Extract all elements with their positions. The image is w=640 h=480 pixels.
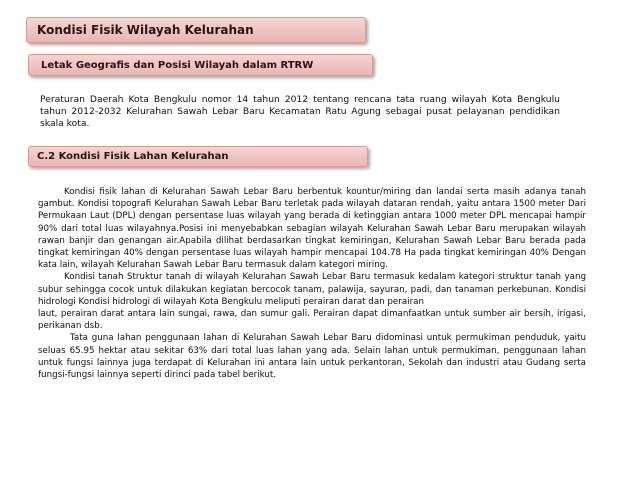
subsection-title: Letak Geografis dan Posisi Wilayah dalam RTRW xyxy=(41,59,314,71)
subsection-title: C.2 Kondisi Fisik Lahan Kelurahan xyxy=(37,151,229,162)
body-paragraph: Kondisi fisik lahan di Kelurahan Sawah Lebar Baru berbentuk kountur/miring dan landai serta masih adanya tanah gambut. Kondisi topografi Kelurahan Sawah Lebar Baru terletak pada wilayah dataran rendah, yaitu antara 1500 meter Dari Permukaan Laut (DPL) dengan persentase luas wilayah yang berada di ketinggian antara 1000 meter DPL mencapai hampir 90% dari total luas wilayahnya.Posisi ini menyebabkan sebagian wilayah Kelurahan Sawah Lebar Baru merupakan wilayah rawan banjir dan genangan air.Apabila dilihat berdasarkan tingkat kemiringan, Kelurahan Sawah Lebar Baru berada pada tingkat kemiringan 40% dengan persentase luas wilayah hampir mencapai 104.78 Ha pada tingkat kemiringan 40% Dengan kata lain, wilayah Kelurahan Sawah Lebar Baru termasuk dalam kategori miring. xyxy=(38,187,586,271)
body-paragraph: Tata guna lahan penggunaan lahan di Kelurahan Sawah Lebar Baru didominasi untuk permukiman penduduk, yaitu seluas 65.95 hektar atau sekitar 63% dari total luas lahan yang ada. Selain lahan untuk permukiman, penggunaan lahan untuk fungsi lainnya juga terdapat di Kelurahan ini antara lain untuk perkantoran, Sekolah dan industri atau Gudang serta fungsi-fungsi lainnya seperti dirinci pada tabel berikut. xyxy=(38,333,586,381)
section-title: Kondisi Fisik Wilayah Kelurahan xyxy=(37,23,254,37)
body-text-block xyxy=(38,186,586,381)
body-paragraph: laut, perairan darat antara lain sungai, rawa, dan sumur gali. Perairan dapat dimanfaatkan untuk sumber air bersih, irigasi, perikanan dsb. xyxy=(38,309,586,332)
section-title-banner xyxy=(26,17,366,43)
body-paragraph: Kondisi tanah Struktur tanah di wilayah Kelurahan Sawah Lebar Baru termasuk kedalam kategori struktur tanah yang subur sehingga cocok untuk dilakukan kegiatan bercocok tanam, palawija, sayuran, padi, dan tanaman perkebunan. Kondisi hidrologi Kondisi hidrologi di wilayah Kota Bengkulu meliputi perairan darat dan perairan xyxy=(38,272,586,307)
subsection-banner-geografis xyxy=(28,54,373,76)
intro-paragraph: Peraturan Daerah Kota Bengkulu nomor 14 tahun 2012 tentang rencana tata ruang wilayah Kota Bengkulu tahun 2012-2032 Kelurahan Sawah Lebar Baru Kecamatan Ratu Agung sebagai pusat pelayanan pendidikan skala kota. xyxy=(40,94,560,130)
subsection-banner-c2 xyxy=(28,146,368,167)
